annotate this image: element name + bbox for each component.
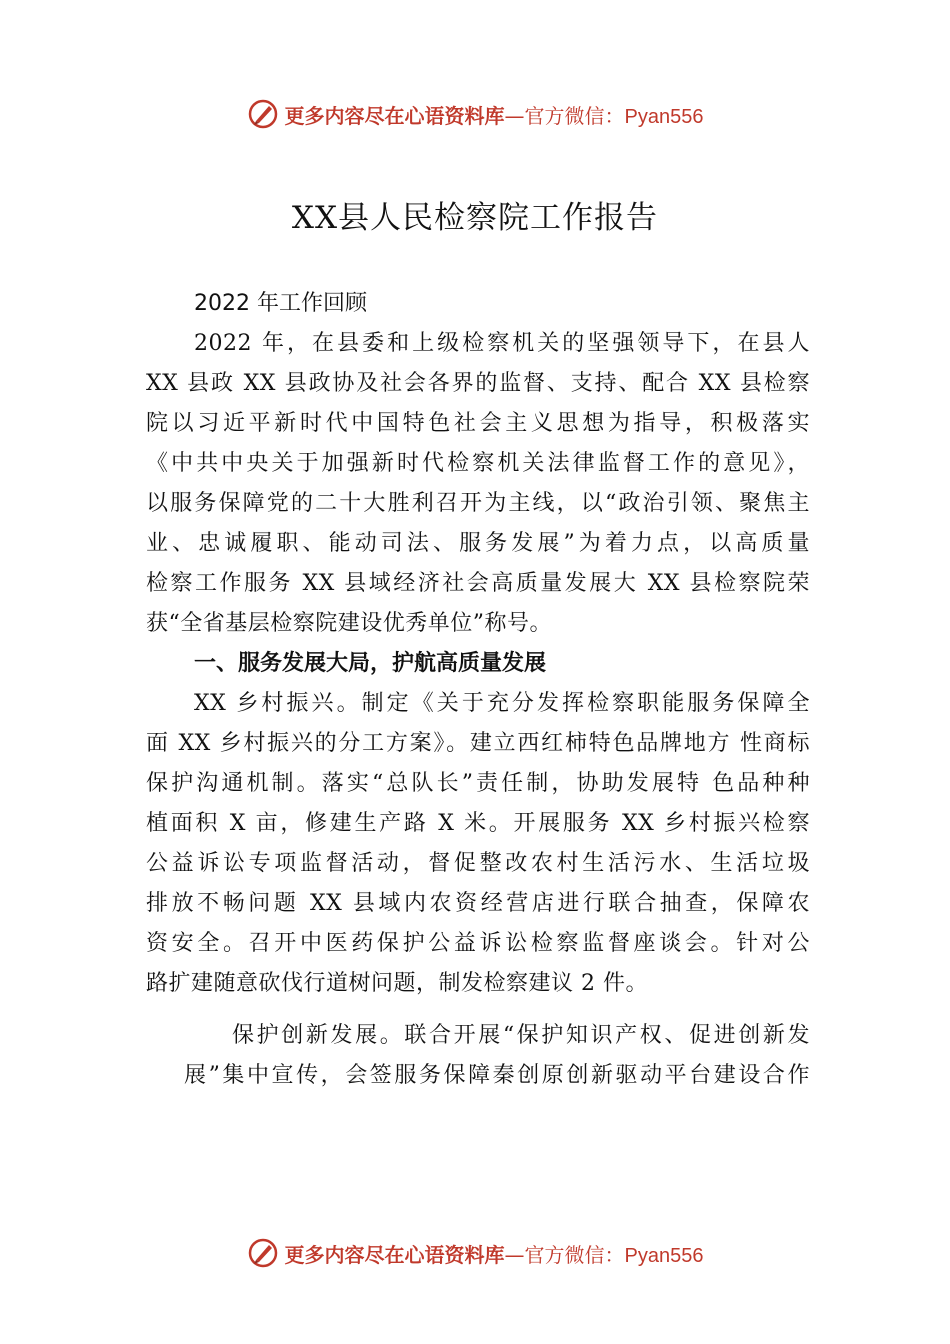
paragraph-line: 路扩建随意砍伐行道树问题，制发检察建议 2 件。 [146,971,648,996]
paragraph-line: 2022 年，在县委和上级检察机关的坚强领导下，在县人 [194,331,810,356]
paragraph-line: 业、忠诚履职、能动司法、服务发展”为着力点，以高质量 [146,531,810,556]
intro-paragraph [146,324,810,644]
paragraph-line: 保护创新发展。联合开展“保护知识产权、促进创新发 [232,1023,810,1048]
paragraph-line: 获“全省基层检察院建设优秀单位”称号。 [146,611,552,636]
banner-main-text: 更多内容尽在心语资料库 [284,103,505,128]
paragraph-line: 植面积 X 亩，修建生产路 X 米。开展服务 XX 乡村振兴检察 [146,811,810,836]
paragraph-line: XX 县政 XX 县政协及社会各界的监督、支持、配合 XX 县检察 [146,371,810,396]
banner-separator: — [504,103,525,128]
section-heading-1: 一、服务发展大局，护航高质量发展 [194,651,547,676]
banner-sub-text: 官方微信： [524,1242,625,1267]
paragraph-line: 《中共中央关于加强新时代检察机关法律监督工作的意见》， [146,451,810,476]
paragraph-line: 面 XX 乡村振兴的分工方案》。建立西红柿特色品牌地方 性商标 [146,731,810,756]
footer-banner [0,1231,950,1275]
paragraph-line: 保护沟通机制。落实“总队长”责任制，协助发展特 色品种种 [146,771,810,796]
header-banner [0,92,950,136]
document-title: XX县人民检察院工作报告 [291,200,659,236]
quill-logo-icon [247,98,279,130]
paragraph-line: 公益诉讼专项监督活动，督促整改农村生活污水、生活垃圾 [146,851,810,876]
innovation-paragraph [146,1016,810,1096]
banner-text [285,100,704,129]
banner-wechat-id: Pyan556 [624,1244,704,1267]
rural-revitalization-paragraph [146,684,810,1004]
paragraph-line: 院以习近平新时代中国特色社会主义思想为指导，积极落实 [146,411,810,436]
paragraph-gap [146,1004,810,1016]
document-body [146,284,810,1096]
banner-text [285,1239,704,1268]
banner-wechat-id: Pyan556 [624,105,704,128]
paragraph-line: XX 乡村振兴。制定《关于充分发挥检察职能服务保障全 [194,691,810,716]
paragraph-line: 展”集中宣传，会签服务保障秦创原创新驱动平台建设合作 [184,1063,810,1088]
banner-sub-text: 官方微信： [524,103,625,128]
quill-logo-icon [247,1237,279,1269]
section-year-heading: 2022 年工作回顾 [194,291,367,316]
banner-main-text: 更多内容尽在心语资料库 [284,1242,505,1267]
paragraph-line: 资安全。召开中医药保护公益诉讼检察监督座谈会。针对公 [146,931,810,956]
paragraph-line: 排放不畅问题 XX 县域内农资经营店进行联合抽查，保障农 [146,891,810,916]
paragraph-line: 以服务保障党的二十大胜利召开为主线，以“政治引领、聚焦主 [146,491,810,516]
paragraph-line: 检察工作服务 XX 县域经济社会高质量发展大 XX 县检察院荣 [146,571,810,596]
banner-separator: — [504,1242,525,1267]
